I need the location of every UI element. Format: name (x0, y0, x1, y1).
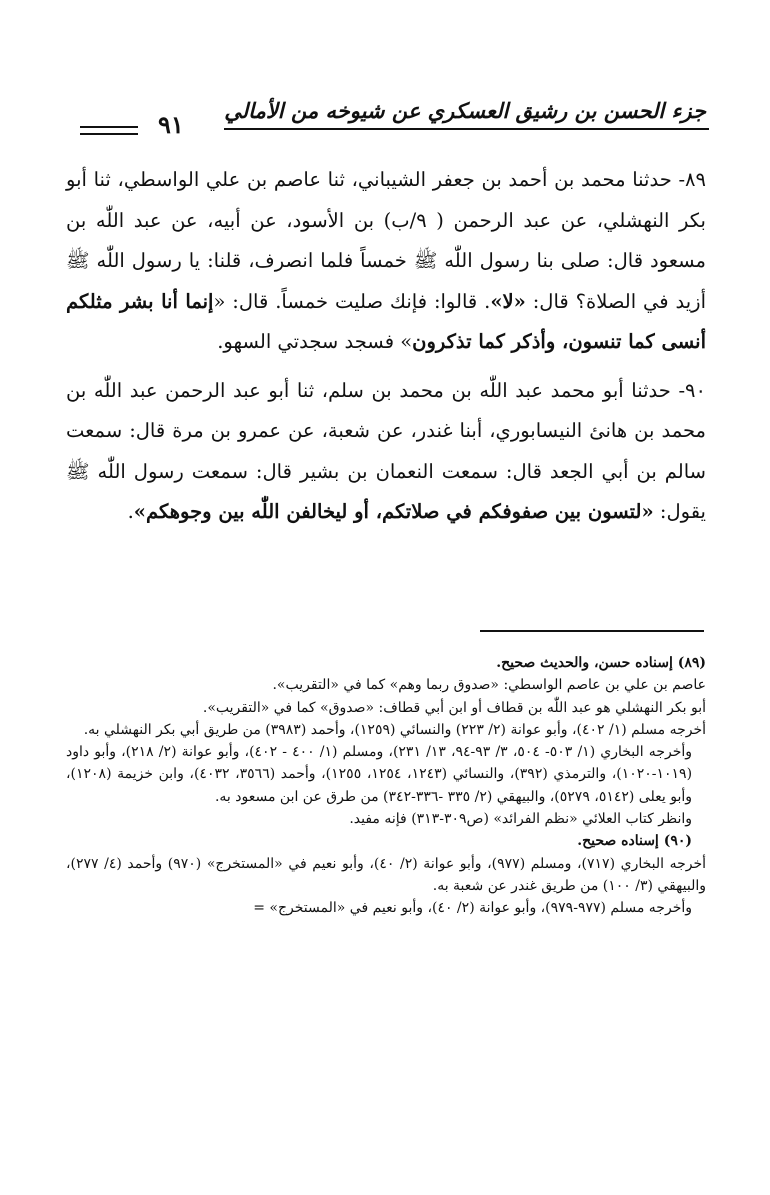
page-number: ٩١ (158, 110, 184, 139)
footnote-89-line: وأخرجه البخاري (١/ ٥٠٣- ٥٠٤، ٣/ ٩٣-٩٤، ١٣/ ٢٣١)، ومسلم (١/ ٤٠٠ - ٤٠٢)، وأبو عوانة (٢/ ٢١٨)، وأبو داود (١٠١٩-١٠٢٠)، والترمذي (٣٩٢)، والنسائي (١٢٤٣، ١٢٥٤، ١٢٥٥)، وأحمد (٣٥٦٦، ٤٠٣٢)، وابن خزيمة (١٢٠٨)، وأبو يعلى (٥١٤٢، ٥٢٧٩)، والبيهقي (٢/ ٣٣٥ -٣٣٦-٣٤٢) من طرق عن ابن مسعود به. (66, 744, 693, 805)
header-rule (224, 128, 709, 130)
main-text (66, 160, 706, 541)
footnote-90-heading-text: (٩٠) إسناده صحيح. (577, 833, 692, 850)
hadith-89-text-2: . قالوا: فإنك صليت خمساً. قال: « (213, 289, 491, 313)
hadith-89-bold-1: «لا» (490, 289, 526, 313)
footnote-90-line: أخرجه البخاري (٧١٧)، ومسلم (٩٧٧)، وأبو عوانة (٢/ ٤٠)، وأبو نعيم في «المستخرج» (٩٧٠) وأحمد (٤/ ٢٧٧)، والبيهقي (٣/ ١٠٠) من طريق غندر عن شعبة به. (66, 855, 707, 894)
hadith-89-text-3: » فسجد سجدتي السهو. (217, 330, 413, 353)
footnote-89-line: أخرجه مسلم (١/ ٤٠٢)، وأبو عوانة (٢/ ٢٢٣) والنسائي (١٢٥٩)، وأحمد (٣٩٨٣) من طريق أبي بكر النهشلي به. (83, 721, 706, 738)
running-header-title: جزء الحسن بن رشيق العسكري عن شيوخه من الأمالي (224, 98, 706, 123)
footnotes (66, 652, 706, 920)
footnote-89-line: عاصم بن علي بن عاصم الواسطي: «صدوق ربما وهم» كما في «التقريب». (272, 677, 706, 694)
header-double-rule-bottom (80, 133, 138, 135)
hadith-89-bold-2: إنما أنا بشر مثلكم أنسى كما تنسون، وأذكر كما تذكرون (66, 289, 706, 353)
footnote-89-heading-text: (٨٩) إسناده حسن، والحديث صحيح. (496, 655, 706, 671)
hadith-89-text-1: ٨٩- حدثنا محمد بن أحمد بن جعفر الشيباني، ثنا عاصم بن علي الواسطي، ثنا أبو بكر النهشلي، عن عبد الرحمن ( ٩/ب) بن الأسود، عن أبيه، عن عبد اللّٰه بن مسعود قال: صلى بنا رسول اللّٰه ﷺ خمساً فلما انصرف، قلنا: يا رسول اللّٰه ﷺ أزيد في الصلاة؟ قال: (66, 168, 706, 313)
footnote-89-line: وانظر كتاب العلائي «نظم الفرائد» (ص٣٠٩-٣١٣) فإنه مفيد. (349, 811, 692, 828)
header-double-rule-top (80, 126, 138, 128)
footnote-89-heading (66, 652, 706, 674)
hadith-90-bold-1: «لتسون بين صفوفكم في صلاتكم، أو ليخالفن اللّٰه بين وجوهكم» (133, 500, 654, 523)
hadith-90 (66, 371, 706, 533)
hadith-90-text-2: . (127, 500, 134, 523)
footnote-90-heading (66, 830, 706, 852)
footnote-90-line: وأخرجه مسلم (٩٧٧-٩٧٩)، وأبو عوانة (٢/ ٤٠)، وأبو نعيم في «المستخرج» = (253, 900, 692, 917)
footnote-89-line: أبو بكر النهشلي هو عبد اللّٰه بن قطاف أو ابن أبي قطاف: «صدوق» كما في «التقريب». (202, 699, 706, 716)
hadith-89 (66, 160, 706, 363)
footnote-separator (480, 630, 704, 632)
hadith-90-text-1: ٩٠- حدثنا أبو محمد عبد اللّٰه بن محمد بن سلم، ثنا أبو عبد الرحمن عبد اللّٰه بن محمد بن هانئ النيسابوري، أبنا غندر، عن شعبة، عن عمرو بن مرة قال: سمعت سالم بن أبي الجعد قال: سمعت النعمان بن بشير قال: سمعت رسول اللّٰه ﷺ يقول: (66, 378, 706, 523)
